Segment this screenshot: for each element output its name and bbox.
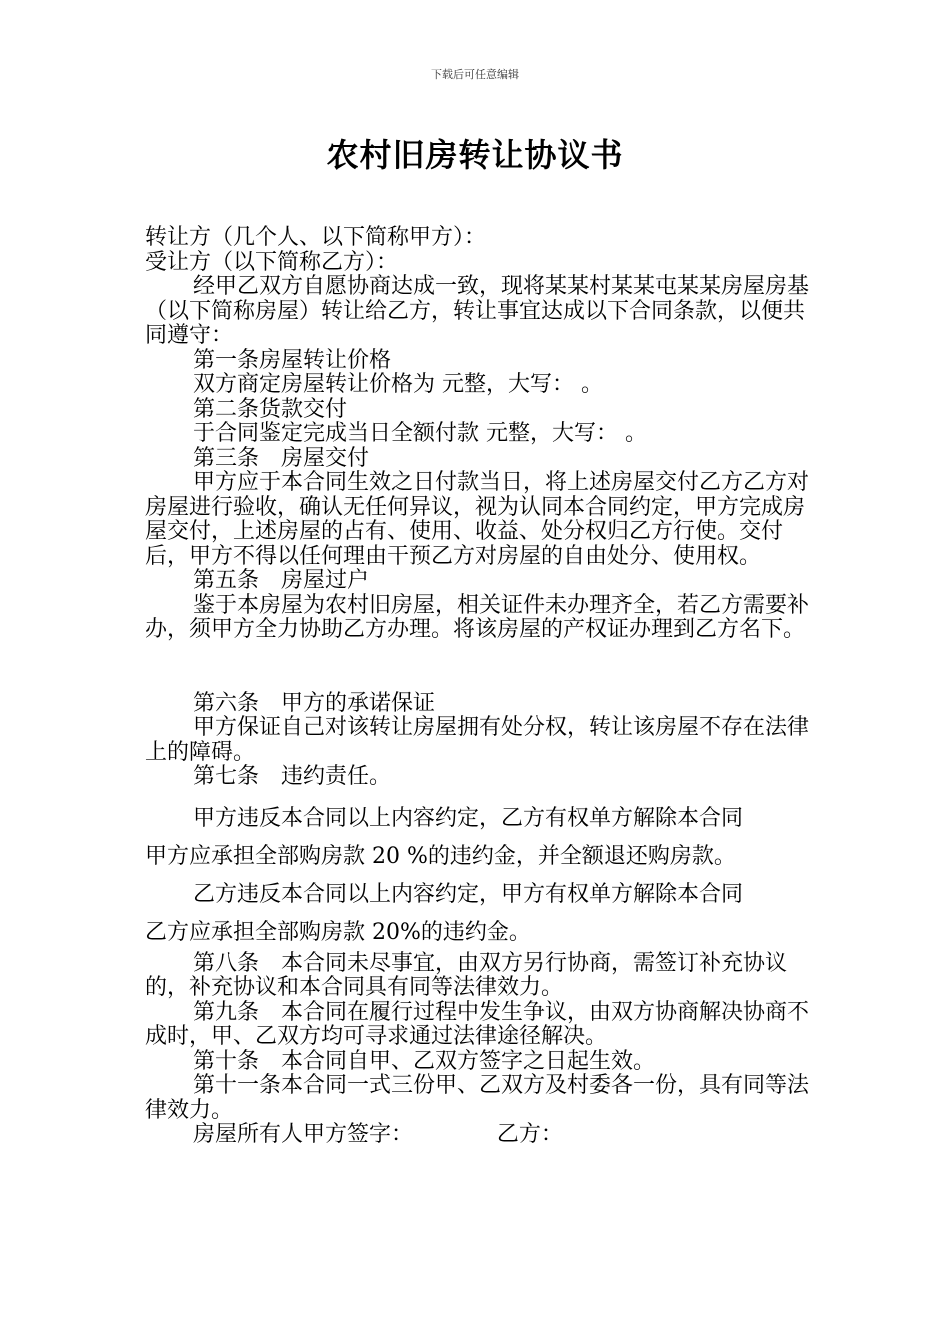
article-5-title: 第五条 房屋过户: [193, 568, 370, 593]
article-2-title: 第二条货款交付: [193, 396, 348, 422]
article-1-body: 双方商定房屋转让价格为 元整，大写： 。: [193, 372, 603, 397]
article-3-title: 第三条 房屋交付: [193, 445, 370, 471]
article-7-clauses: [145, 800, 817, 952]
article-9: 第九条 本合同在履行过程中发生争议，由双方协商解决协商不成时，甲、乙双方均可寻求通过法律途径解决。: [145, 999, 810, 1049]
header-note: 下载后可任意编辑: [431, 68, 519, 81]
article-10: 第十条 本合同自甲、乙双方签字之日起生效。: [193, 1048, 656, 1074]
document-title: 农村旧房转让协议书: [326, 136, 624, 174]
article-6-title: 第六条 甲方的承诺保证: [193, 690, 436, 716]
article-7-party-a-penalty: 甲方应承担全部购房款 20 %的违约金，并全额退还购房款。: [145, 843, 736, 869]
article-5-body: 鉴于本房屋为农村旧房屋，相关证件未办理齐全，若乙方需要补办，须甲方全力协助乙方办理。将该房屋的产权证办理到乙方名下。: [145, 592, 810, 642]
article-7-party-b-penalty: 乙方应承担全部购房款 20%的违约金。: [145, 919, 531, 945]
article-8: 第八条 本合同未尽事宜，由双方另行协商，需签订补充协议的，补充协议和本合同具有同等法律效力。: [145, 950, 788, 1000]
article-6-body: 甲方保证自己对该转让房屋拥有处分权，转让该房屋不存在法律上的障碍。: [145, 715, 810, 765]
article-7-party-b-breach: 乙方违反本合同以上内容约定，甲方有权单方解除本合同: [193, 881, 744, 907]
paragraph-gap: [145, 643, 817, 692]
article-7-party-a-breach: 甲方违反本合同以上内容约定，乙方有权单方解除本合同: [193, 805, 744, 831]
article-7-title: 第七条 违约责任。: [193, 764, 392, 789]
transferor-line: 转让方（几个人、以下简称甲方）：: [145, 225, 487, 250]
article-11: 第十一条本合同一式三份甲、乙双方及村委各一份，具有同等法律效力。: [145, 1073, 810, 1123]
article-1-title: 第一条房屋转让价格: [193, 347, 392, 373]
signature-line: 房屋所有人甲方签字： 乙方：: [193, 1122, 563, 1147]
article-2-body: 于合同鉴定完成当日全额付款 元整，大写： 。: [193, 421, 647, 446]
article-3-body: 甲方应于本合同生效之日付款当日，将上述房屋交付乙方乙方对房屋进行验收，确认无任何异议，视为认同本合同约定，甲方完成房屋交付，上述房屋的占有、使用、收益、处分权归乙方行使。交付后，甲方不得以任何理由干预乙方对房屋的自由处分、使用权。: [145, 470, 810, 569]
transferee-line: 受让方（以下简称乙方）：: [145, 249, 399, 275]
intro-paragraph: 经甲乙双方自愿协商达成一致，现将某某村某某屯某某房屋房基（以下简称房屋）转让给乙方，转让事宜达成以下合同条款，以便共同遵守：: [145, 274, 810, 348]
document-body: [145, 226, 817, 1148]
